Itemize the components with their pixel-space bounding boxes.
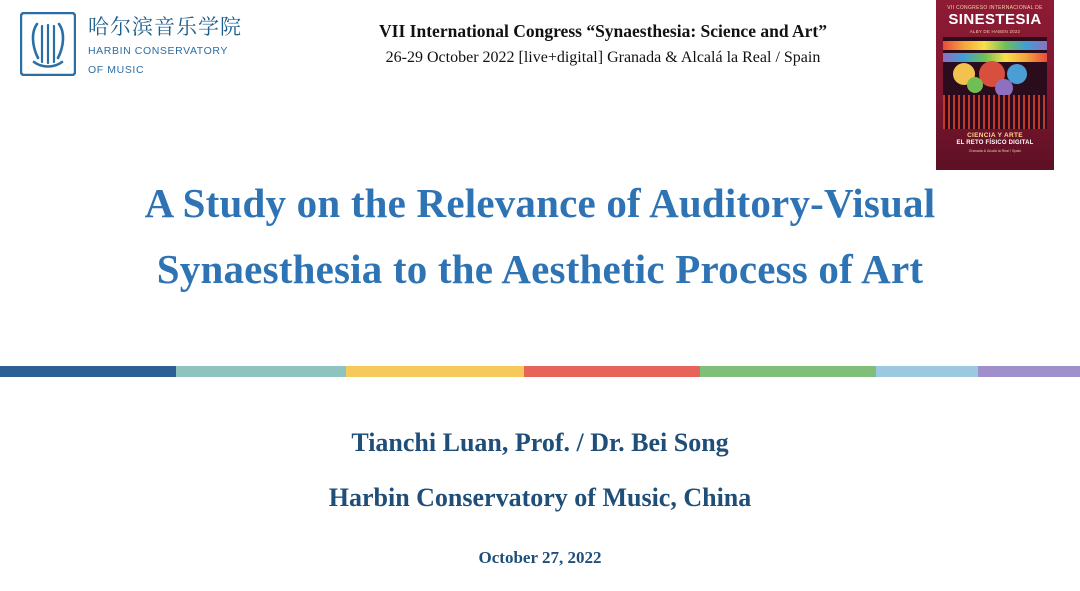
color-bar-segment-red xyxy=(524,366,700,377)
presentation-date: October 27, 2022 xyxy=(478,547,602,567)
color-bar-segment-dark-blue xyxy=(0,366,176,377)
poster-footer-line2: EL RETO FÍSICO DIGITAL xyxy=(956,140,1034,146)
author-names: Tianchi Luan, Prof. / Dr. Bei Song xyxy=(351,428,729,457)
congress-title: VII International Congress “Synaesthesia: Science and Art” xyxy=(379,21,827,41)
author-affiliation: Harbin Conservatory of Music, China xyxy=(328,483,752,513)
color-bar-segment-yellow xyxy=(346,366,524,377)
slide-title-line-1: A Study on the Relevance of Auditory-Visual xyxy=(144,180,936,226)
poster-footer-line1: CIENCIA Y ARTE xyxy=(967,132,1023,139)
poster-art-band-1 xyxy=(943,41,1047,50)
institution-name-english-line1: HARBIN CONSERVATORY xyxy=(88,45,228,58)
color-bar-segment-purple xyxy=(978,366,1080,377)
poster-kicker: VII CONGRESO INTERNACIONAL DE xyxy=(947,5,1043,11)
poster-footer-line3: Granada & Alcalá la Real / Spain xyxy=(968,149,1022,153)
poster-art-lines xyxy=(943,95,1047,129)
author-block xyxy=(0,415,1080,568)
institution-logo-text xyxy=(88,12,242,77)
congress-header-text xyxy=(288,20,918,69)
poster-heading xyxy=(936,0,1054,34)
institution-name-chinese: 哈尔滨音乐学院 xyxy=(88,15,242,39)
congress-poster-thumbnail xyxy=(936,0,1054,170)
slide-header xyxy=(0,0,1080,153)
poster-footer xyxy=(936,132,1054,153)
poster-art-circle-4 xyxy=(967,77,983,93)
decorative-color-bar xyxy=(0,366,1080,377)
slide-title-line-2: Synaesthesia to the Aesthetic Process of Art xyxy=(156,246,924,293)
color-bar-segment-teal xyxy=(176,366,346,377)
institution-name-english-line2: OF MUSIC xyxy=(88,64,145,77)
poster-subtitle: ALBY DE HABEN 2022 xyxy=(969,29,1021,34)
color-bar-segment-light-blue xyxy=(876,366,978,377)
institution-logo-block xyxy=(20,12,242,77)
poster-artwork xyxy=(943,37,1047,129)
slide-title-area xyxy=(0,170,1080,303)
poster-title: SINESTESIA xyxy=(948,11,1042,28)
harbin-conservatory-lyre-logo-icon xyxy=(20,12,76,76)
color-bar-segment-green xyxy=(700,366,876,377)
congress-dates-location: 26-29 October 2022 [live+digital] Granada & Alcalá la Real / Spain xyxy=(385,48,821,66)
